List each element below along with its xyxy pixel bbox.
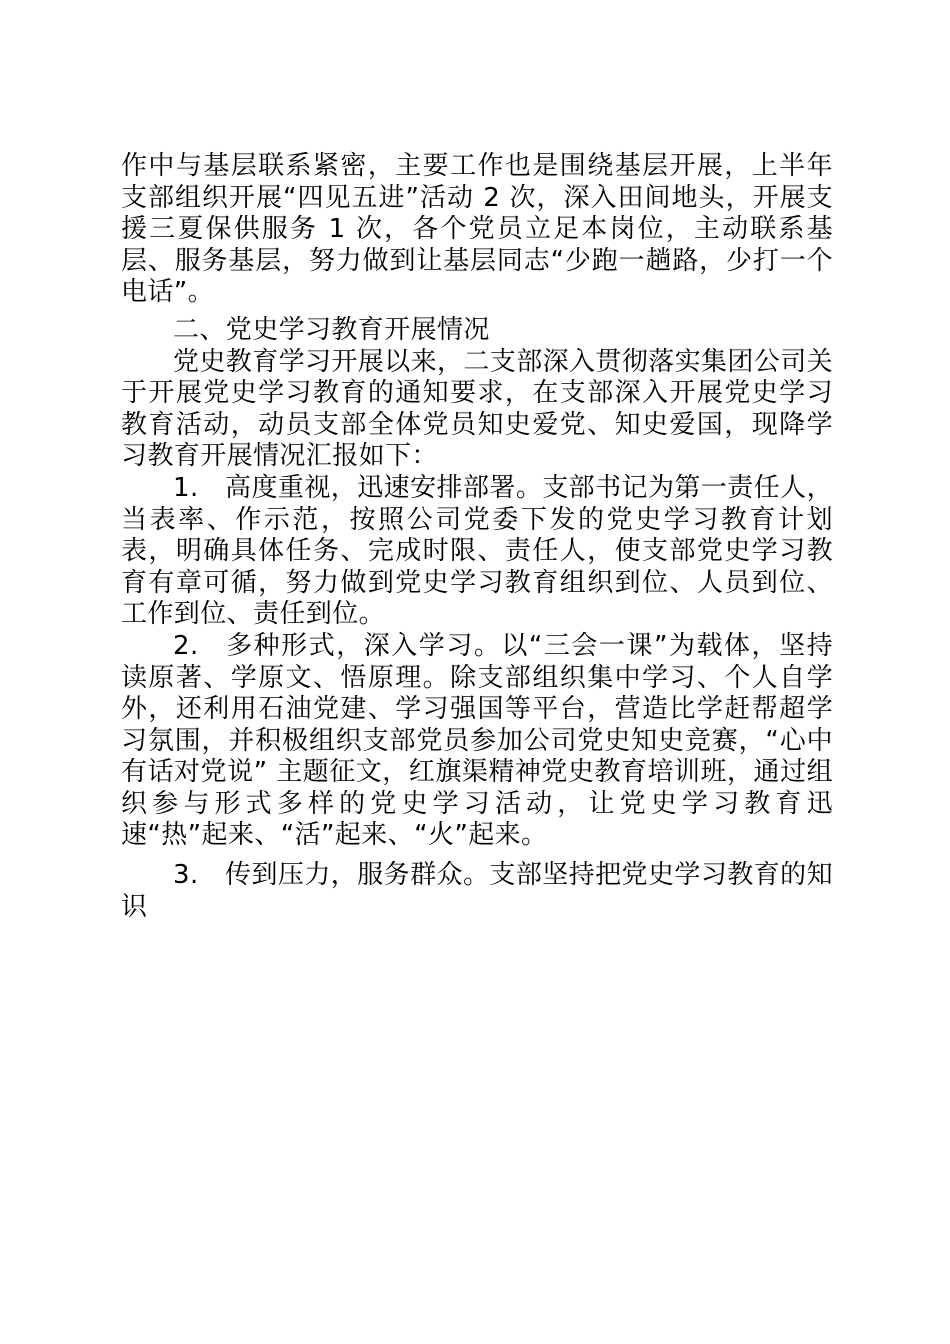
list-item-number: 3.	[173, 860, 199, 891]
list-item-3	[121, 860, 833, 923]
continued-paragraph: 作中与基层联系紧密，主要工作也是围绕基层开展，上半年支部组织开展“四见五进”活动 2 次，深入田间地头，开展支援三夏保供服务 1 次，各个党员立足本岗位，主动联系基层、服务基层，努力做到让基层同志“少跑一趟路，少打一个电话”。	[121, 151, 833, 308]
list-item-text: 高度重视，迅速安排部署。支部书记为第一责任人，当表率、作示范，按照公司党委下发的党史学习教育计划表，明确具体任务、完成时限、责任人，使支部党史学习教育有章可循，努力做到党史学习教育组织到位、人员到位、工作到位、责任到位。	[121, 472, 833, 630]
list-item-text: 传到压力，服务群众。支部坚持把党史学习教育的知识	[121, 860, 833, 922]
intro-paragraph: 党史教育学习开展以来，二支部深入贯彻落实集团公司关于开展党史学习教育的通知要求，在支部深入开展党史学习教育活动，动员支部全体党员知史爱党、知史爱国，现降学习教育开展情况汇报如下：	[121, 346, 834, 472]
list-item-number: 2.	[173, 630, 199, 661]
list-item-2	[121, 631, 833, 852]
list-item-number: 1.	[173, 472, 199, 503]
list-item-1	[121, 473, 833, 631]
list-item-text: 多种形式，深入学习。以“三会一课”为载体，坚持读原著、学原文、悟原理。除支部组织集中学习、个人自学外，还利用石油党建、学习强国等平台，营造比学赶帮超学习氛围，并积极组织支部党员参加公司党史知史竞赛，“心中有话对党说” 主题征文，红旗渠精神党史教育培训班，通过组织参与形式多样的党史学习活动，让党史学习教育迅速“热”起来、“活”起来、“火”起来。	[121, 630, 833, 851]
section-heading: 二、党史学习教育开展情况	[173, 314, 490, 345]
document-body	[121, 151, 833, 923]
